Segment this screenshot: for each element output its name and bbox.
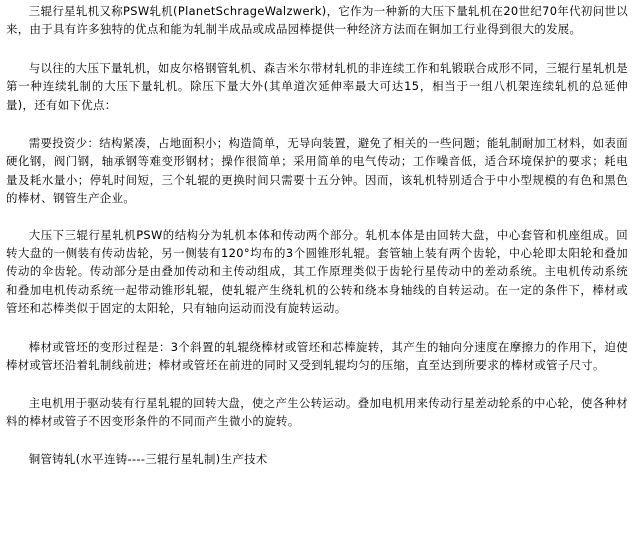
- paragraph-mill-structure: 大压下三辊行星轧机PSW的结构分为轧机本体和传动两个部分。轧机本体是由回转大盘，中心套管和机座组成。回转大盘的一侧装有传动齿轮，另一侧装有120°均布的3个圆锥形轧辊。套管轴上装有两个齿轮，中心轮即太阳轮和叠加传动的伞齿轮。传动部分是由叠加传动和主传动组成，其工作原理类似于齿轮行星传动中的差动系统。主电机传动系统和叠加电机传动系统一起带动锥形轧辊，使轧辊产生绕轧机的公转和绕本身轴线的自转运动。在一定的条件下，棒材或管坯和芯棒类似于固定的太阳轮，只有轴向运动而没有旋转运动。: [6, 227, 628, 316]
- paragraph-psw-introduction: 三辊行星轧机又称PSW轧机(PlanetSchrageWalzwerk)，它作为一种新的大压下量轧机在20世纪70年代初问世以来，由于具有许多独特的优点和能为轧制半成品或成品园棒提供一种经济方法而在铜加工行业得到很大的发展。: [6, 4, 628, 37]
- paragraph-advantages: 需要投资少：结构紧凑，占地面积小；构造简单，无导向装置，避免了相关的一些问题；能轧制耐加工材料，如表面硬化钢，阀门钢，轴承钢等难变形钢材；操作很简单；采用简单的电气传动；工作噪音低，适合环境保护的要求；耗电量及耗水量小；停轧时间短，三个轧辊的更换时间只需要十五分钟。因而，该轧机特别适合于中小型规模的有色和黑色的棒材、钢管生产企业。: [6, 136, 628, 206]
- document-body: [6, 2, 628, 469]
- paragraph-deformation-process: 棒材或管坯的变形过程是：3个斜置的轧辊绕棒材或管坯和芯棒旋转，其产生的轴向分速度在摩擦力的作用下，迫使棒材或管坯沿着轧制线前进；棒材或管坯在前进的同时又受到轧辊均匀的压缩，直至达到所要求的棒材或管子尺寸。: [6, 339, 628, 373]
- paragraph-drive-motors: 主电机用于驱动装有行星轧辊的回转大盘，使之产生公转运动。叠加电机用来传动行星差动轮系的中心轮，使各种材料的棒材或管子不因变形条件的不同而产生微小的旋转。: [6, 395, 628, 428]
- section-heading-casting-rolling: 铜管铸轧(水平连铸----三辊行星轧制)生产技术: [28, 452, 268, 467]
- paragraph-comparison-with-other-mills: 与以往的大压下量轧机，如皮尔格钢管轧机、森吉米尔带材轧机的非连续工作和轧锻联合成形不同，三辊行星轧机是第一种连续轧制的大压下量轧机。除压下量大外(其单道次延伸率最大可达15，相当于一组八机架连续轧机的总延伸量)，还有如下优点：: [6, 60, 628, 112]
